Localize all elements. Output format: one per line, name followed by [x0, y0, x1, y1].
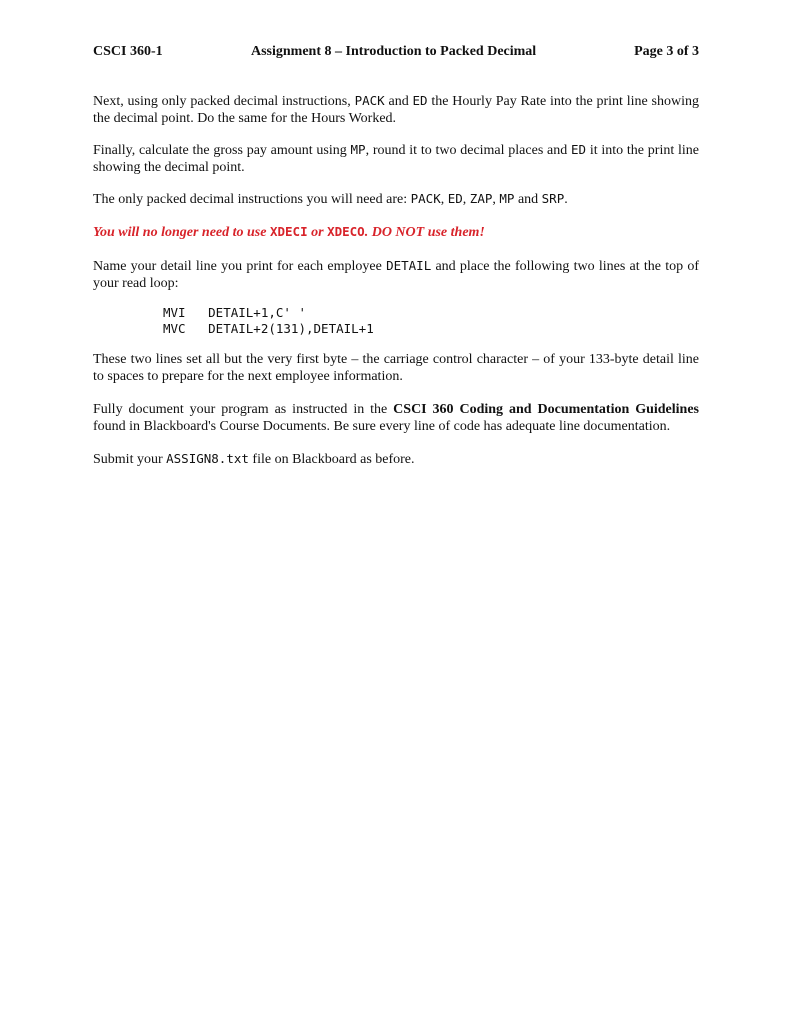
- text-run: file on Blackboard as before.: [248, 452, 415, 467]
- text-run: it into the print line showing the decimal point.: [93, 143, 699, 175]
- course-code: CSCI 360-1: [93, 44, 163, 59]
- code-inline: MP: [499, 191, 515, 206]
- text-run: or: [307, 225, 328, 240]
- code-inline: ED: [447, 191, 463, 206]
- code-line-mvc: MVC DETAIL+2(131),DETAIL+1: [163, 321, 374, 336]
- code-inline: ED: [412, 93, 428, 108]
- text-run: Submit your: [93, 452, 167, 467]
- paragraph-instruction-list: [93, 190, 699, 208]
- text-run: found in Blackboard's Course Documents. Be sure every line of code has adequate line documentation.: [93, 419, 671, 434]
- text-run: . DO NOT use them!: [364, 225, 485, 240]
- text-run: and: [384, 94, 413, 109]
- code-block: [163, 305, 374, 337]
- text-run: The only packed decimal instructions you will need are:: [93, 192, 411, 207]
- text-run: .: [564, 192, 568, 207]
- paragraph-submit: [93, 450, 699, 468]
- text-run: ,: [462, 192, 470, 207]
- guidelines-title: CSCI 360 Coding and Documentation Guidelines: [393, 402, 699, 417]
- code-line-mvi: MVI DETAIL+1,C' ': [163, 305, 306, 320]
- paragraph-gross-pay: [93, 141, 699, 176]
- code-inline: XDECI: [269, 224, 308, 239]
- code-inline: XDECO: [327, 224, 365, 239]
- text-run: Name your detail line you print for each employee: [93, 259, 387, 274]
- text-run: You will no longer need to use: [93, 225, 270, 240]
- text-run: Finally, calculate the gross pay amount using: [93, 143, 351, 158]
- document-title: Assignment 8 – Introduction to Packed Decimal: [251, 44, 537, 59]
- text-run: ,: [440, 192, 448, 207]
- text-run: and: [514, 192, 542, 207]
- text-run: and place the following two lines at the top of your read loop:: [93, 259, 699, 291]
- text-run: Fully document your program as instructed in the: [93, 402, 394, 417]
- page-number: Page 3 of 3: [634, 44, 699, 59]
- code-inline: MP: [350, 142, 366, 157]
- page-header: [93, 44, 699, 64]
- code-inline: DETAIL: [386, 258, 432, 273]
- document-page: [93, 44, 699, 467]
- code-inline: ZAP: [469, 191, 493, 206]
- warning-notice: [93, 223, 699, 241]
- paragraph-explanation: These two lines set all but the very first byte – the carriage control character – of your 133-byte detail line to spaces to prepare for the next employee information.: [93, 352, 699, 384]
- paragraph-pack-ed: [93, 92, 699, 127]
- text-run: , round it to two decimal places and: [365, 143, 572, 158]
- code-inline: PACK: [354, 93, 385, 108]
- text-run: the Hourly Pay Rate into the print line showing the decimal point. Do the same for the Hours Worked.: [93, 94, 699, 126]
- text-run: ,: [492, 192, 500, 207]
- code-inline: SRP: [541, 191, 565, 206]
- paragraph-detail-line: [93, 257, 699, 292]
- paragraph-documentation: [93, 401, 699, 435]
- text-run: Next, using only packed decimal instructions,: [93, 94, 355, 109]
- filename: ASSIGN8.txt: [166, 451, 249, 466]
- code-inline: PACK: [410, 191, 441, 206]
- code-inline: ED: [571, 142, 587, 157]
